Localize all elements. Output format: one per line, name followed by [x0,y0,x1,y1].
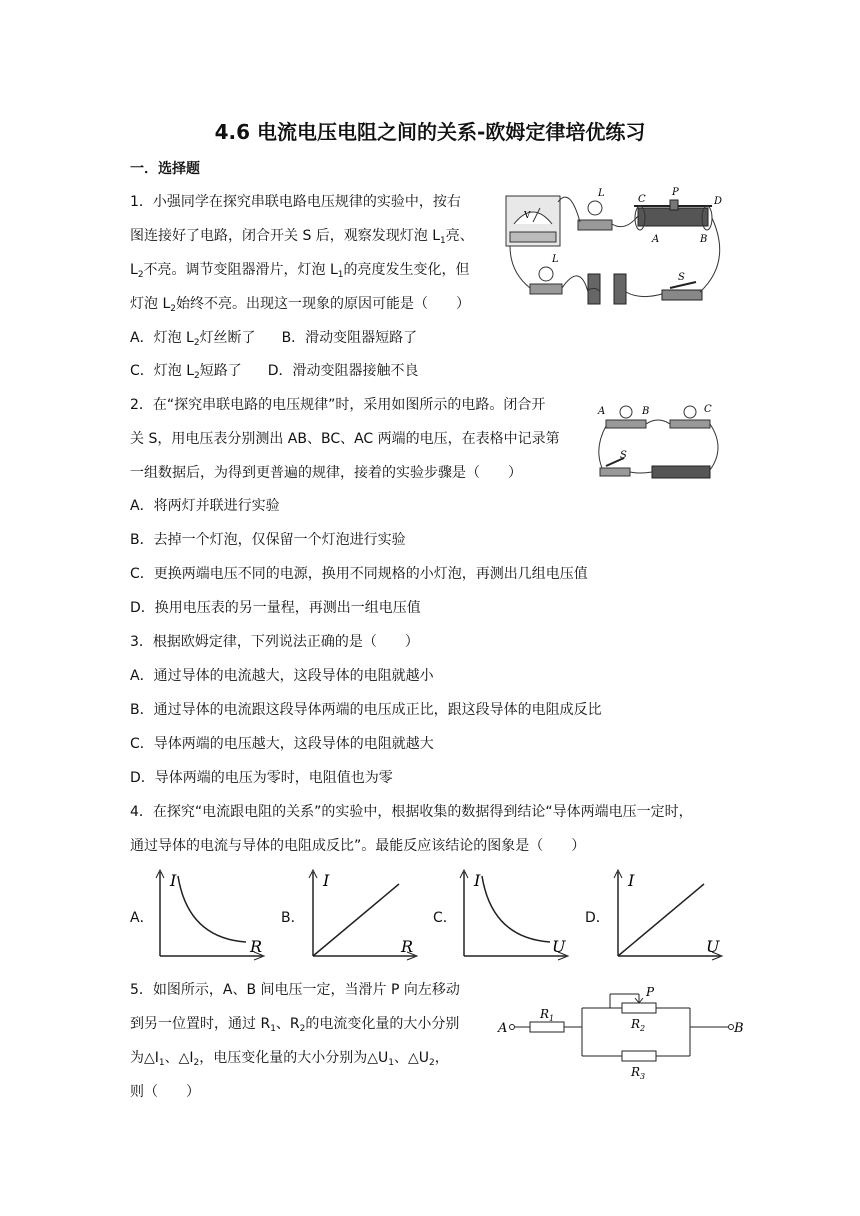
q4-graph-d-label: D． [585,910,610,926]
q2-option-b: B．去掉一个灯泡，仅保留一个灯泡进行实验 [130,532,406,548]
svg-text:B: B [700,234,708,245]
q1-line-2: 图连接好了电路，闭合开关 S 后，观察发现灯泡 $L_1$亮、 [130,228,474,246]
resistor-r1 [530,1022,564,1032]
q2-line-2: 关 S，用电压表分别测出 AB、BC、AC 两端的电压，在表格中记录第 [130,431,560,447]
q4-graph-c [454,866,574,962]
section-heading: 一．选择题 [130,161,200,177]
q3-option-c: C．导体两端的电压越大，这段导体的电阻就越大 [130,736,434,752]
q3-option-b: B．通过导体的电流跟这段导体两端的电压成正比，跟这段导体的电阻成反比 [130,702,602,718]
svg-text:R1: $R_1$ [540,1007,555,1023]
svg-text:R2: $R_2$ [631,1017,646,1033]
svg-text:P: P [672,187,679,198]
q4-graph-a [150,866,270,962]
q2-option-a: A．将两灯并联进行实验 [130,498,280,514]
q1-circuit-figure [500,182,736,310]
svg-text:V: V [524,211,531,221]
battery-icon [588,274,626,304]
q5-line-4: 则（ ） [130,1084,200,1100]
q2-line-1: 2．在“探究串联电路的电压规律”时，采用如图所示的电路。闭合开 [130,397,546,413]
graph-curve [178,876,246,942]
switch-icon [662,272,702,300]
resistor-r3 [622,1051,656,1061]
graph-curve [482,876,550,942]
q1-option-a-b: A．灯泡 $L_2$灯丝断了 B．滑动变阻器短路了 [130,330,418,348]
rheostat-r2 [622,1003,656,1013]
q4-line-1: 4．在探究“电流跟电阻的关系”的实验中，根据收集的数据得到结论“导体两端电压一定时， [130,804,693,820]
bulb-bc-icon [670,404,712,428]
svg-text:L: L [552,254,559,265]
svg-text:C: C [638,194,646,205]
battery-pack-icon [652,466,710,478]
svg-text:A: A [652,234,660,245]
svg-text:S: S [620,450,627,461]
svg-text:B: B [642,406,650,417]
q2-option-d: D．换用电压表的另一量程，再测出一组电压值 [130,600,421,616]
q2-option-c: C．更换两端电压不同的电源，换用不同规格的小灯泡，再测出几组电压值 [130,566,588,582]
q5-line-1: 5．如图所示，A、B 间电压一定，当滑片 P 向左移动 [130,982,460,998]
svg-text:U: U [552,937,566,956]
q1-option-c-d: C．灯泡 $L_2$短路了 D．滑动变阻器接触不良 [130,363,419,381]
bulb-l2-icon [530,254,562,294]
svg-text:I: I [323,871,330,890]
q3-option-d: D．导体两端的电压为零时，电阻值也为零 [130,770,393,786]
q4-line-2: 通过导体的电流与导体的电阻成反比”。最能反应该结论的图象是（ ） [130,838,586,854]
svg-text:R: R [401,937,414,956]
graph-line [618,884,704,956]
svg-text:I: I [628,871,635,890]
graph-line [313,884,399,956]
svg-text:A: A [498,1021,508,1036]
q4-graph-c-label: C． [433,910,457,926]
svg-text:R3: $R_3$ [631,1065,646,1081]
svg-text:D: D [714,196,723,207]
bulb-ab-icon [597,406,649,428]
bulb-l1-icon [578,188,612,230]
rheostat-icon [634,187,722,245]
svg-text:C: C [704,404,712,415]
svg-text:I: I [474,871,481,890]
q1-line-4: 灯泡 $L_2$始终不亮。出现这一现象的原因可能是（ ） [130,296,470,314]
q2-circuit-figure [594,398,726,482]
switch-icon [600,450,630,476]
q1-line-3: $L_2$不亮。调节变阻器滑片，灯泡 $L_1$的亮度发生变化，但 [130,262,470,280]
q4-graph-b-label: B． [281,910,305,926]
q4-graph-d [608,866,728,962]
svg-text:A: A [598,406,606,417]
q3-option-a: A．通过导体的电流越大，这段导体的电阻就越小 [130,668,434,684]
q5-circuit-figure [494,982,750,1082]
voltmeter-icon [506,196,560,246]
q4-graph-b [303,866,423,962]
q5-line-2: 到另一位置时，通过 $R_1$、$R_2$的电流变化量的大小分别 [130,1016,460,1034]
q2-line-3: 一组数据后，为得到更普遍的规律，接着的实验步骤是（ ） [130,465,522,481]
svg-text:P: P [646,985,655,999]
svg-text:R: R [250,937,263,956]
svg-text:U: U [706,937,720,956]
svg-text:L: L [598,188,605,199]
q3-stem: 3．根据欧姆定律，下列说法正确的是（ ） [130,634,419,650]
svg-text:B: B [734,1021,744,1036]
svg-text:S: S [678,272,685,283]
q4-graph-a-label: A． [130,910,154,926]
svg-text:I: I [170,871,177,890]
q1-line-1: 1．小强同学在探究串联电路电压规律的实验中，按右 [130,194,461,210]
q5-line-3: 为$\triangle I_1$、$\triangle I_2$，电压变化量的大小分别为$\triangle U_1$、$\triangle U_2$， [130,1050,449,1068]
page-title: 4.6 电流电压电阻之间的关系-欧姆定律培优练习 [214,120,646,144]
